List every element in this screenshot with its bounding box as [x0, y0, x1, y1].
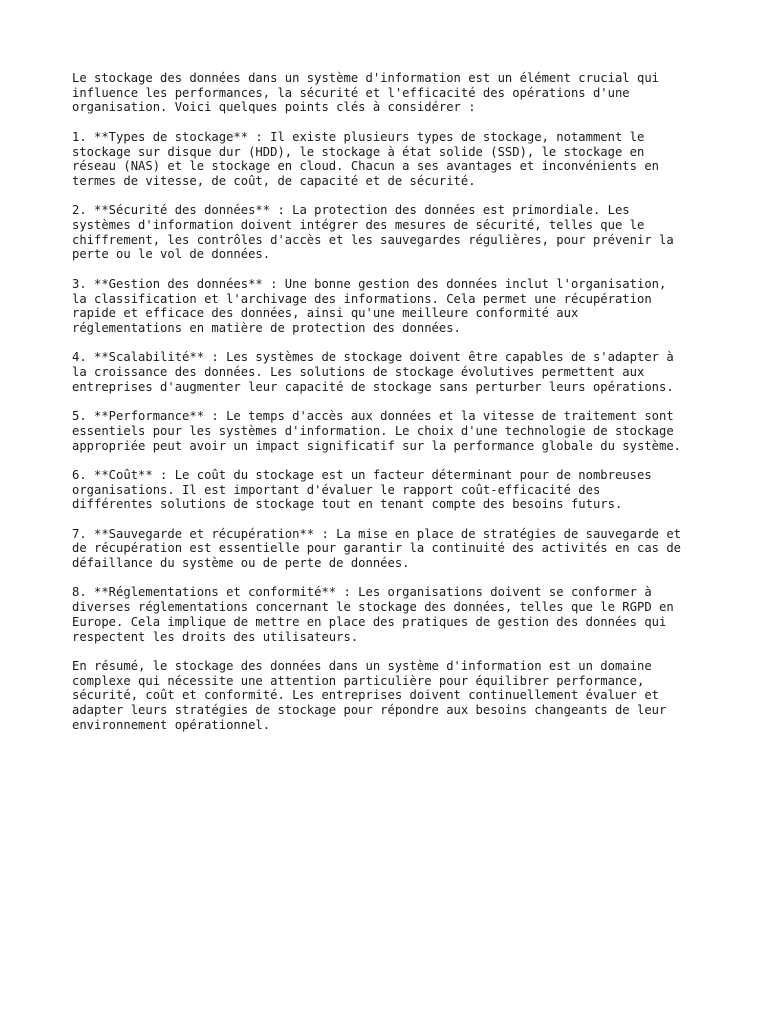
point-backup-recovery: 7. **Sauvegarde et récupération** : La mise en place de stratégies de sauvegarde et de récupération est essentielle pour garantir la continuité des activités en cas de défaillance du système ou de perte de données. [72, 526, 682, 571]
point-data-security: 2. **Sécurité des données** : La protection des données est primordiale. Les systèmes d'information doivent intégrer des mesures de sécurité, telles que le chiffrement, les contrôles d'accès et les sauvegardes régulières, pour prévenir la perte ou le vol de données. [72, 203, 674, 262]
point-regulations-compliance: 8. **Réglementations et conformité** : Les organisations doivent se conformer à diverses réglementations concernant le stockage des données, telles que le RGPD en Europe. Cela implique de mettre en place des pratiques de gestion des données qui respectent les droits des utilisateurs. [72, 585, 674, 644]
intro-paragraph: Le stockage des données dans un système d'information est un élément crucial qui influence les performances, la sécurité et l'efficacité des opérations d'une organisation. Voici quelques points clés à considérer : [72, 71, 659, 115]
point-data-management: 3. **Gestion des données** : Une bonne gestion des données inclut l'organisation, la classification et l'archivage des informations. Cela permet une récupération rapide et efficace des données, ainsi qu'une meilleure conformité aux réglementations en matière de protection des données. [72, 276, 667, 335]
point-cost: 6. **Coût** : Le coût du stockage est un facteur déterminant pour de nombreuses organisations. Il est important d'évaluer le rapport coût-efficacité des différentes solutions de stockage tout en tenant compte des besoins futurs. [72, 467, 652, 512]
point-scalability: 4. **Scalabilité** : Les systèmes de stockage doivent être capables de s'adapter à la croissance des données. Les solutions de stockage évolutives permettent aux entreprises d'augmenter leur capacité de stockage sans perturber leurs opérations. [72, 350, 674, 394]
point-performance: 5. **Performance** : Le temps d'accès aux données et la vitesse de traitement sont essentiels pour les systèmes d'information. Le choix d'une technologie de stockage appropriée peut avoir un impact significatif sur la performance globale du système. [72, 409, 682, 453]
conclusion-paragraph: En résumé, le stockage des données dans un système d'information est un domaine complexe qui nécessite une attention particulière pour équilibrer performance, sécurité, coût et conformité. Les entreprises doivent continuellement évaluer et adapter leurs stratégies de stockage pour répondre aux besoins changeants de leur environnement opérationnel. [72, 658, 667, 732]
point-storage-types: 1. **Types de stockage** : Il existe plusieurs types de stockage, notamment le stockage sur disque dur (HDD), le stockage à état solide (SSD), le stockage en réseau (NAS) et le stockage en cloud. Chacun a ses avantages et inconvénients en termes de vitesse, de coût, de capacité et de sécurité. [72, 129, 659, 188]
document-page [72, 71, 712, 747]
